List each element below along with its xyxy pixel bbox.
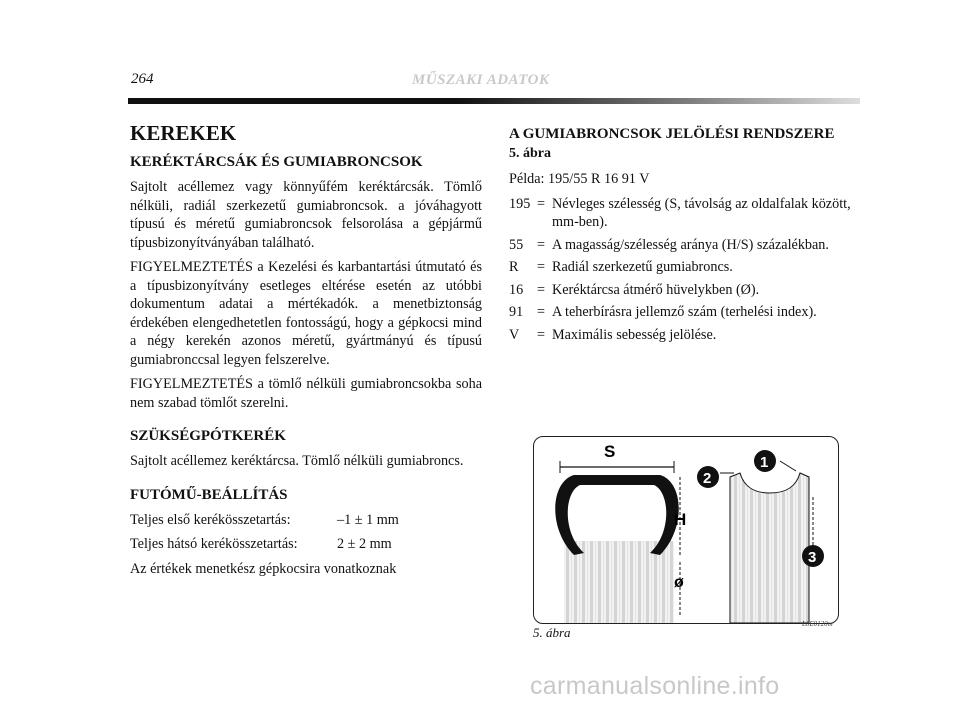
watermark: carmanualsonline.info (530, 672, 780, 700)
code: 55 (509, 236, 524, 253)
rear-toe-value: 2 ± 2 mm (337, 536, 392, 552)
code-row (509, 281, 854, 300)
header-title: MŰSZAKI ADATOK (412, 72, 550, 88)
code-row (509, 195, 854, 232)
tyre-diagram-svg (534, 437, 838, 623)
code-description: Maximális sebesség jelölése. (552, 326, 717, 343)
alignment-heading: FUTÓMŰ-BEÁLLÍTÁS (130, 486, 288, 503)
wheels-tyres-paragraph: Sajtolt acéllemez vagy könnyűfém keréktárcsák. Tömlő nélküli, radiál szerkezetű gumiabroncsok. a jóváhagyott típusú és méretű gumiabroncsok felsorolása a gépjármű típusbizonyítványában található. (130, 179, 482, 251)
example-line: Példa: 195/55 R 16 91 V (509, 171, 650, 187)
rear-toe-label: Teljes hátsó kerékösszetartás: (130, 536, 298, 552)
header-rule (128, 98, 860, 104)
rear-toe-row (130, 535, 482, 554)
code: V (509, 326, 520, 343)
tyre-marking-heading: A GUMIABRONCSOK JELÖLÉSI RENDSZERE (509, 126, 835, 142)
spare-wheel-paragraph: Sajtolt acéllemez keréktárcsa. Tömlő nélküli gumiabroncs. (130, 453, 464, 469)
alignment-note: Az értékek menetkész gépkocsira vonatkoznak (130, 560, 397, 577)
code-row (509, 303, 854, 322)
warning-paragraph-2: FIGYELMEZTETÉS a tömlő nélküli gumiabroncsokba soha nem szabad tömlőt szerelni. (130, 376, 482, 411)
tyre-diagram (533, 436, 839, 624)
front-toe-label: Teljes első kerékösszetartás: (130, 511, 291, 528)
page-number: 264 (131, 71, 154, 87)
code: 16 (509, 281, 524, 298)
code-list (509, 195, 854, 345)
equals: = (537, 326, 546, 343)
front-toe-row (130, 511, 482, 530)
equals: = (537, 259, 546, 275)
rim-profile (730, 473, 809, 623)
equals: = (537, 236, 546, 253)
equals: = (537, 281, 546, 298)
section-title: KEREKEK (130, 121, 237, 145)
code-row (509, 236, 854, 255)
code-row (509, 326, 854, 345)
right-column (509, 124, 854, 348)
figure-caption: 5. ábra (533, 625, 571, 640)
code-description: A magasság/szélesség aránya (H/S) százalékban. (552, 236, 829, 253)
code-description: Névleges szélesség (S, távolság az oldalfalak között, mm-ben). (552, 195, 851, 230)
warning-paragraph-1: FIGYELMEZTETÉS a Kezelési és karbantartási útmutató és a típusbizonyítvány esetleges eltérése esetén az utóbbi dokumentum adatai a mértékadók. a menetbiztonság érdekében elengedhetetlen fontosságú, hogy a gépkocsi mind a négy kerekén azonos méretű, gyártmányú és típusú gumiabronccsal legyen felszerelve. (130, 259, 482, 368)
code: 195 (509, 195, 531, 212)
spare-wheel-heading: SZÜKSÉGPÓTKERÉK (130, 428, 286, 444)
width-label: S (604, 442, 616, 461)
code-description: A teherbírásra jellemző szám (terhelési index). (552, 304, 817, 320)
tyre-marking-subheading: 5. ábra (509, 146, 551, 161)
left-column (130, 120, 482, 584)
equals: = (537, 304, 546, 320)
code: R (509, 259, 519, 275)
marker-3-label: 3 (808, 549, 817, 566)
marker-1-label: 1 (760, 454, 769, 471)
code: 91 (509, 304, 524, 320)
code-row (509, 258, 854, 277)
diameter-label: ø (674, 574, 684, 591)
code-description: Radiál szerkezetű gumiabroncs. (552, 259, 733, 275)
marker-2-label: 2 (703, 470, 712, 487)
front-toe-value: –1 ± 1 mm (337, 511, 399, 528)
code-description: Keréktárcsa átmérő hüvelykben (Ø). (552, 281, 760, 298)
equals: = (537, 195, 546, 212)
height-label: H (674, 510, 687, 529)
figure-code: L0E0120m (802, 620, 833, 628)
wheels-tyres-heading: KERÉKTÁRCSÁK ÉS GUMIABRONCSOK (130, 154, 423, 170)
